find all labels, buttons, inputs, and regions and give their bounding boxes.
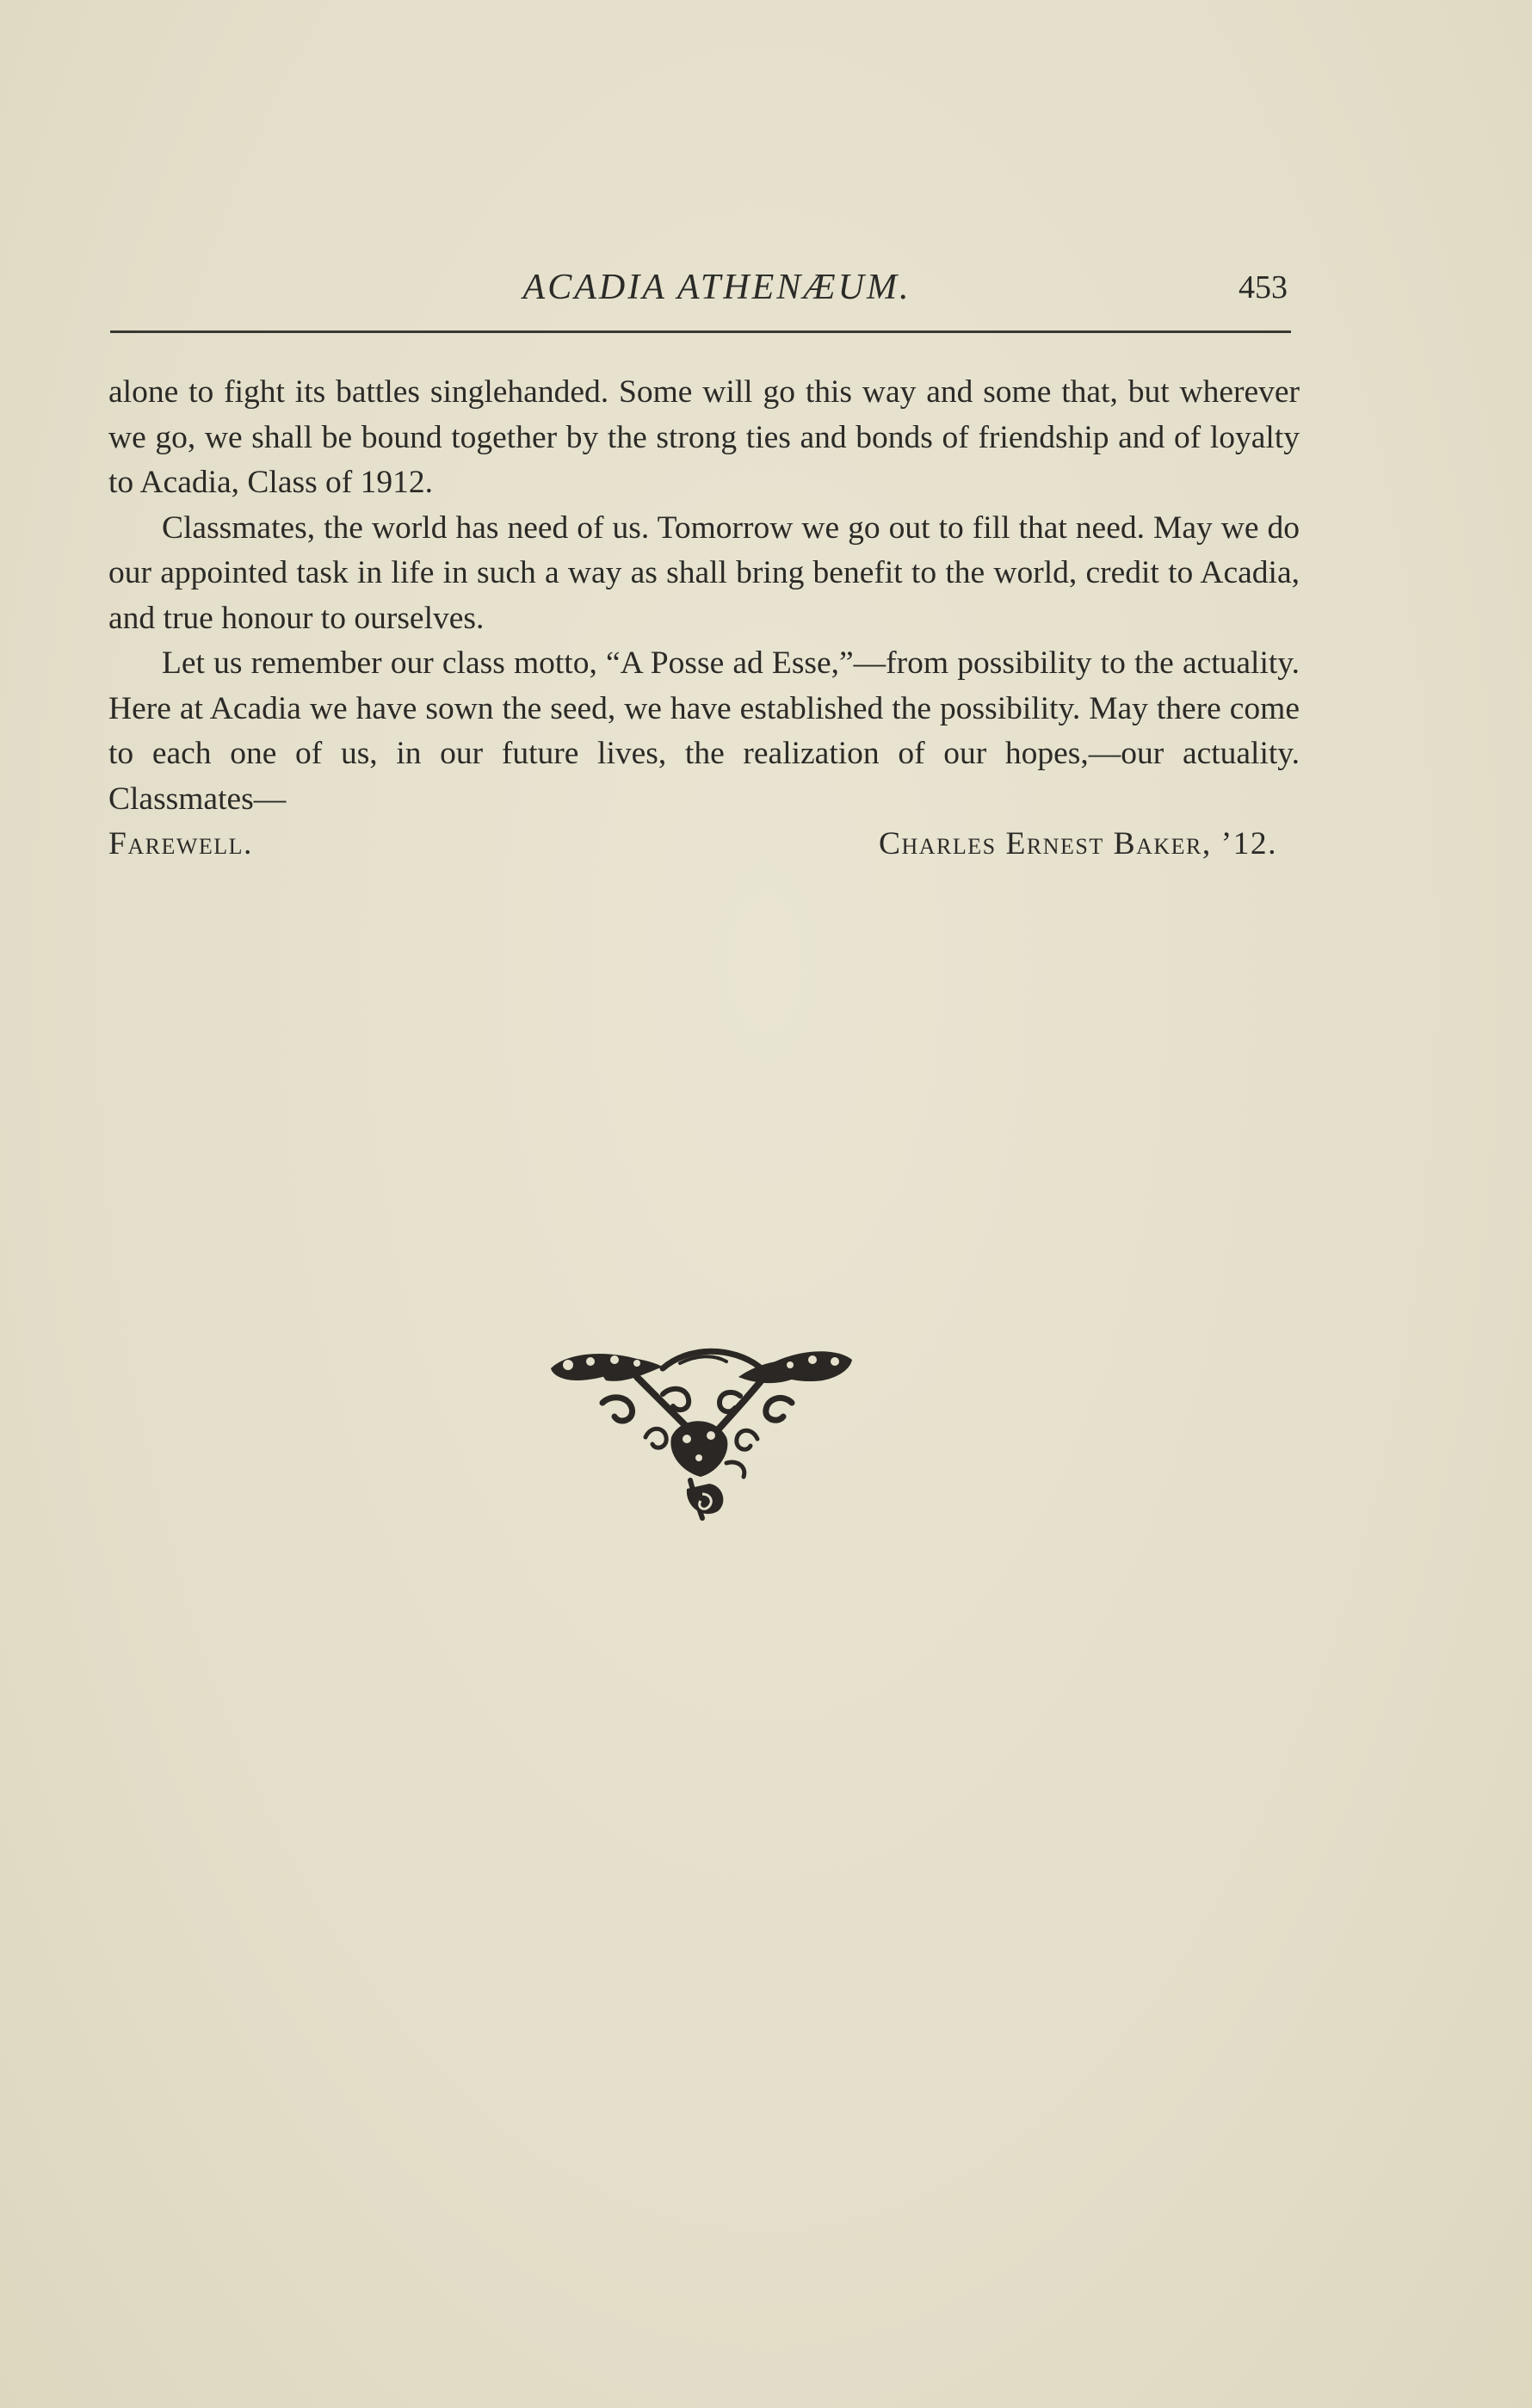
paragraph-3: Let us remember our class motto, “A Posse ad Esse,”—from possibility to the actuality. Here at Acadia we have sown the seed, we have established the possibility. May there come to each one of us, in our future lives, the realization of our hopes,—our actuality. Classmates—: [108, 645, 1300, 817]
paragraph-1: alone to fight its battles singlehanded. Some will go this way and some that, but wherever we go, we shall be bound together by the strong ties and bonds of friendship and of loyalty to Acadia, Class of 1912.: [108, 374, 1300, 500]
closing-word: Farewell.: [108, 826, 253, 861]
floral-vine-tailpiece-icon: [542, 1343, 861, 1523]
running-header: [110, 267, 1289, 327]
paragraph-2: Classmates, the world has need of us. Tomorrow we go out to fill that need. May we do our appointed task in life in such a way as shall bring benefit to the world, credit to Acadia, and true honour to ourselves.: [108, 509, 1300, 636]
author-signature: Charles Ernest Baker, ’12.: [878, 826, 1277, 861]
signoff-line: [108, 822, 1300, 867]
article-body: [108, 370, 1300, 867]
page-number: 453: [1239, 269, 1288, 306]
journal-title: ACADIA ATHENÆUM.: [522, 268, 911, 307]
header-rule: [110, 330, 1291, 333]
